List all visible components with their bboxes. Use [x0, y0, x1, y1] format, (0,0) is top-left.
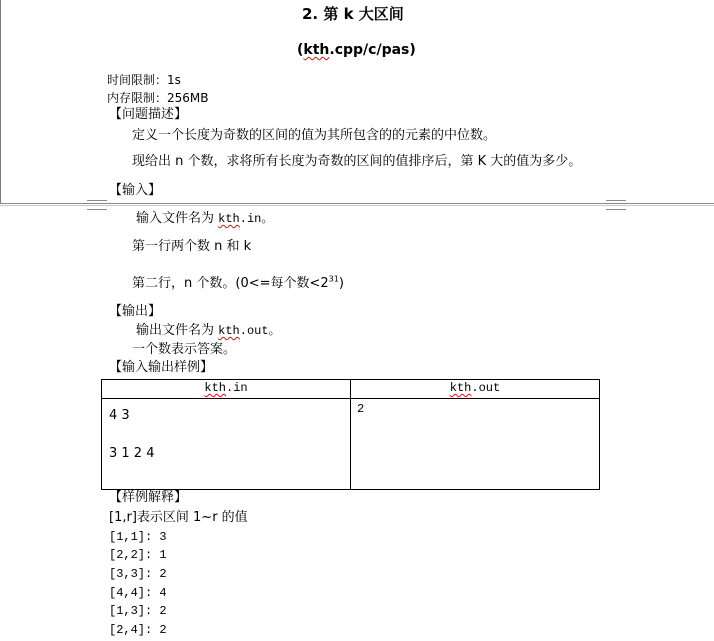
file-name-kth: kth	[303, 42, 330, 58]
explain-line: [1,1]: 3	[109, 530, 167, 544]
input-file-suffix: .in。	[239, 212, 274, 226]
input-line-2-exponent: 31	[328, 274, 339, 284]
output-file-prefix: 输出文件名为	[136, 323, 219, 338]
input-heading: 【输入】	[109, 183, 162, 198]
input-line-2	[132, 276, 344, 292]
memory-limit: 内存限制：256MB	[107, 91, 209, 105]
output-line-1: 一个数表示答案。	[132, 342, 237, 357]
left-margin-marker	[87, 200, 107, 210]
sample-output-line-1: 2	[357, 402, 365, 416]
file-extensions: .cpp/c/pas	[329, 42, 410, 58]
sample-input-header	[102, 380, 351, 399]
output-file-kth: kth	[218, 324, 240, 338]
input-line-2-text: 第二行，n 个数。(0<=每个数<2	[132, 276, 329, 291]
paren-open: (	[297, 42, 304, 58]
input-line-1: 第一行两个数 n 和 k	[132, 239, 252, 254]
explain-line: [4,4]: 4	[109, 586, 167, 600]
sample-input-header-kth: kth	[204, 381, 226, 395]
sample-output-header-ext: .out	[471, 381, 501, 395]
sample-heading: 【输入输出样例】	[109, 360, 214, 375]
input-line-2-close: )	[338, 276, 344, 291]
paren-close: )	[409, 42, 416, 58]
right-margin-marker	[606, 200, 626, 210]
explain-line: [3,3]: 2	[109, 567, 167, 581]
file-names-line	[297, 42, 416, 58]
explain-heading: 【样例解释】	[109, 490, 188, 505]
explain-line: [2,2]: 1	[109, 548, 167, 562]
sample-input-header-ext: .in	[226, 381, 248, 395]
input-file-kth: kth	[218, 212, 240, 226]
sample-input-line-2: 3 1 2 4	[109, 446, 155, 461]
input-file-prefix: 输入文件名为	[136, 211, 219, 226]
input-file-name	[136, 211, 273, 227]
page-left-edge	[0, 0, 1, 203]
output-file-name	[136, 323, 281, 339]
time-limit: 时间限制：1s	[107, 73, 181, 87]
sample-input-line-1: 4 3	[109, 408, 130, 423]
sample-output-header	[351, 380, 600, 399]
problem-title: 2. 第 k 大区间	[302, 5, 404, 23]
problem-line-1: 定义一个长度为奇数的区间的值为其所包含的的元素的中位数。	[132, 128, 497, 143]
output-heading: 【输出】	[109, 304, 162, 319]
explain-line: [2,4]: 2	[109, 623, 167, 637]
problem-heading: 【问题描述】	[109, 107, 188, 122]
sample-input-cell	[102, 399, 351, 490]
sample-io-table	[101, 379, 600, 490]
explain-intro: [1,r]表示区间 1~r 的值	[109, 510, 248, 525]
problem-line-2: 现给出 n 个数，求将所有长度为奇数的区间的值排序后，第 K 大的值为多少。	[132, 154, 582, 169]
output-file-suffix: .out。	[239, 324, 281, 338]
explain-line: [1,3]: 2	[109, 604, 167, 618]
sample-output-header-kth: kth	[449, 381, 472, 395]
sample-output-cell	[351, 399, 600, 490]
